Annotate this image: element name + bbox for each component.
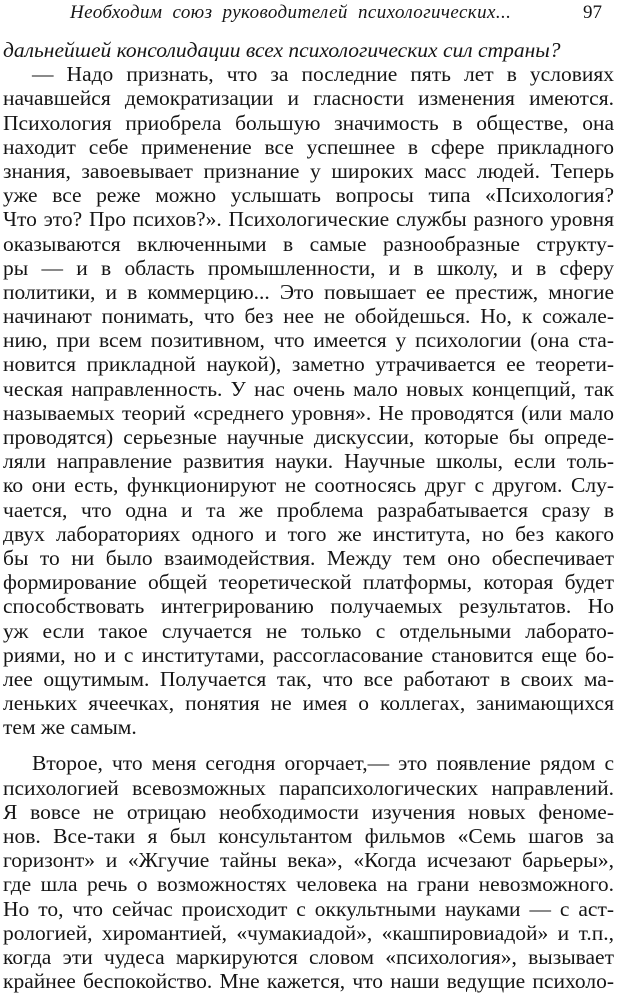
body-text xyxy=(3,38,614,993)
text-line: Что это? Про психов?». Психологические службы разного уровня xyxy=(3,207,614,232)
text-line: знания, завоевывает признание у широких масс людей. Теперь xyxy=(3,158,614,183)
text-line: ко они есть, функционируют не соотносясь друг с другом. Слу- xyxy=(3,473,614,498)
text-line: Я вовсе не отрицаю необходимости изучения новых феноме- xyxy=(3,799,614,824)
text-line: лее ощутимым. Получается так, что все работают в своих ма- xyxy=(3,666,614,691)
text-line: формирование общей теоретической платформы, которая будет xyxy=(3,570,614,595)
text-line: называемых теорий «среднего уровня». Не проводятся (или мало xyxy=(3,400,614,425)
text-line: Второе, что меня сегодня огорчает,— это появление рядом с xyxy=(32,751,614,776)
text-line: нов. Все-таки я был консультантом фильмов «Семь шагов за xyxy=(3,824,614,848)
text-line: рологией, хиромантией, «чумакиадой», «кашпировиадой» и т.п., xyxy=(3,920,614,945)
text-line: уже все реже можно услышать вопросы типа «Психология? xyxy=(3,183,614,208)
text-line: находит себе применение все успешнее в сфере прикладного xyxy=(3,134,614,159)
text-line: ры — и в область промышленности, и в школу, и в сферу xyxy=(3,255,614,280)
text-line: начинают понимать, что без нее не обойдешься. Но, к сожале- xyxy=(3,304,614,329)
text-line: бы то ни было взаимодействия. Между тем оно обеспечивает xyxy=(3,545,614,570)
text-line: Но то, что сейчас происходит с оккультными науками — с аст- xyxy=(3,896,614,921)
text-line: крайнее беспокойство. Мне кажется, что наши ведущие психоло- xyxy=(3,969,614,993)
text-line: ляли направление развития науки. Научные школы, если толь- xyxy=(3,449,614,474)
page-number: 97 xyxy=(583,2,602,23)
book-page xyxy=(3,0,614,993)
text-line: уж если такое случается не только с отдельными лаборато- xyxy=(3,618,614,643)
text-line: начавшейся демократизации и гласности изменения имеются. xyxy=(3,86,614,111)
text-line: двух лабораториях одного и того же института, но без какого xyxy=(3,521,614,546)
text-line: тем же самым. xyxy=(3,715,137,740)
text-line: нию, при всем позитивном, что имеется у психологии (она ста- xyxy=(3,328,614,353)
text-line: психологией всевозможных парапсихологических направлений. xyxy=(3,775,614,800)
text-line: леньких ячеечках, понятия не имея о коллегах, занимающихся xyxy=(3,691,614,716)
text-line: новится прикладной наукой), заметно утрачивается ее теорети- xyxy=(3,352,614,377)
paragraph-second xyxy=(3,751,614,993)
paragraph-answer xyxy=(3,62,614,739)
paragraph-question xyxy=(3,38,614,62)
text-line: риями, но и с институтами, рассогласование становится еще бо- xyxy=(3,642,614,667)
text-line: политики, и в коммерцию... Это повышает ее престиж, многие xyxy=(3,279,614,304)
running-title: Необходим союз руководителей психологических... xyxy=(70,2,512,23)
text-line: способствовать интегрированию получаемых результатов. Но xyxy=(3,594,614,619)
page-header xyxy=(70,0,614,30)
text-line: Психология приобрела большую значимость в обществе, она xyxy=(3,110,614,135)
text-line: когда эти чудеса маркируются словом «психология», вызывает xyxy=(3,944,614,969)
text-line: оказываются включенными в самые разнообразные структу- xyxy=(3,231,614,256)
text-line: где шла речь о возможностях человека на грани невозможного. xyxy=(3,872,614,897)
text-line: ческая направленность. У нас очень мало новых концепций, так xyxy=(3,376,614,401)
text-line: горизонт» и «Жгучие тайны века», «Когда исчезают барьеры», xyxy=(3,848,614,873)
text-line: проводятся) серьезные научные дискуссии, которые бы опреде- xyxy=(3,425,614,449)
text-line: — Надо признать, что за последние пять лет в условиях xyxy=(32,62,614,87)
paragraph-gap xyxy=(3,739,614,751)
question-line: дальнейшей консолидации всех психологических сил страны? xyxy=(3,38,561,62)
text-line: чается, что одна и та же проблема разрабатывается сразу в xyxy=(3,497,614,522)
